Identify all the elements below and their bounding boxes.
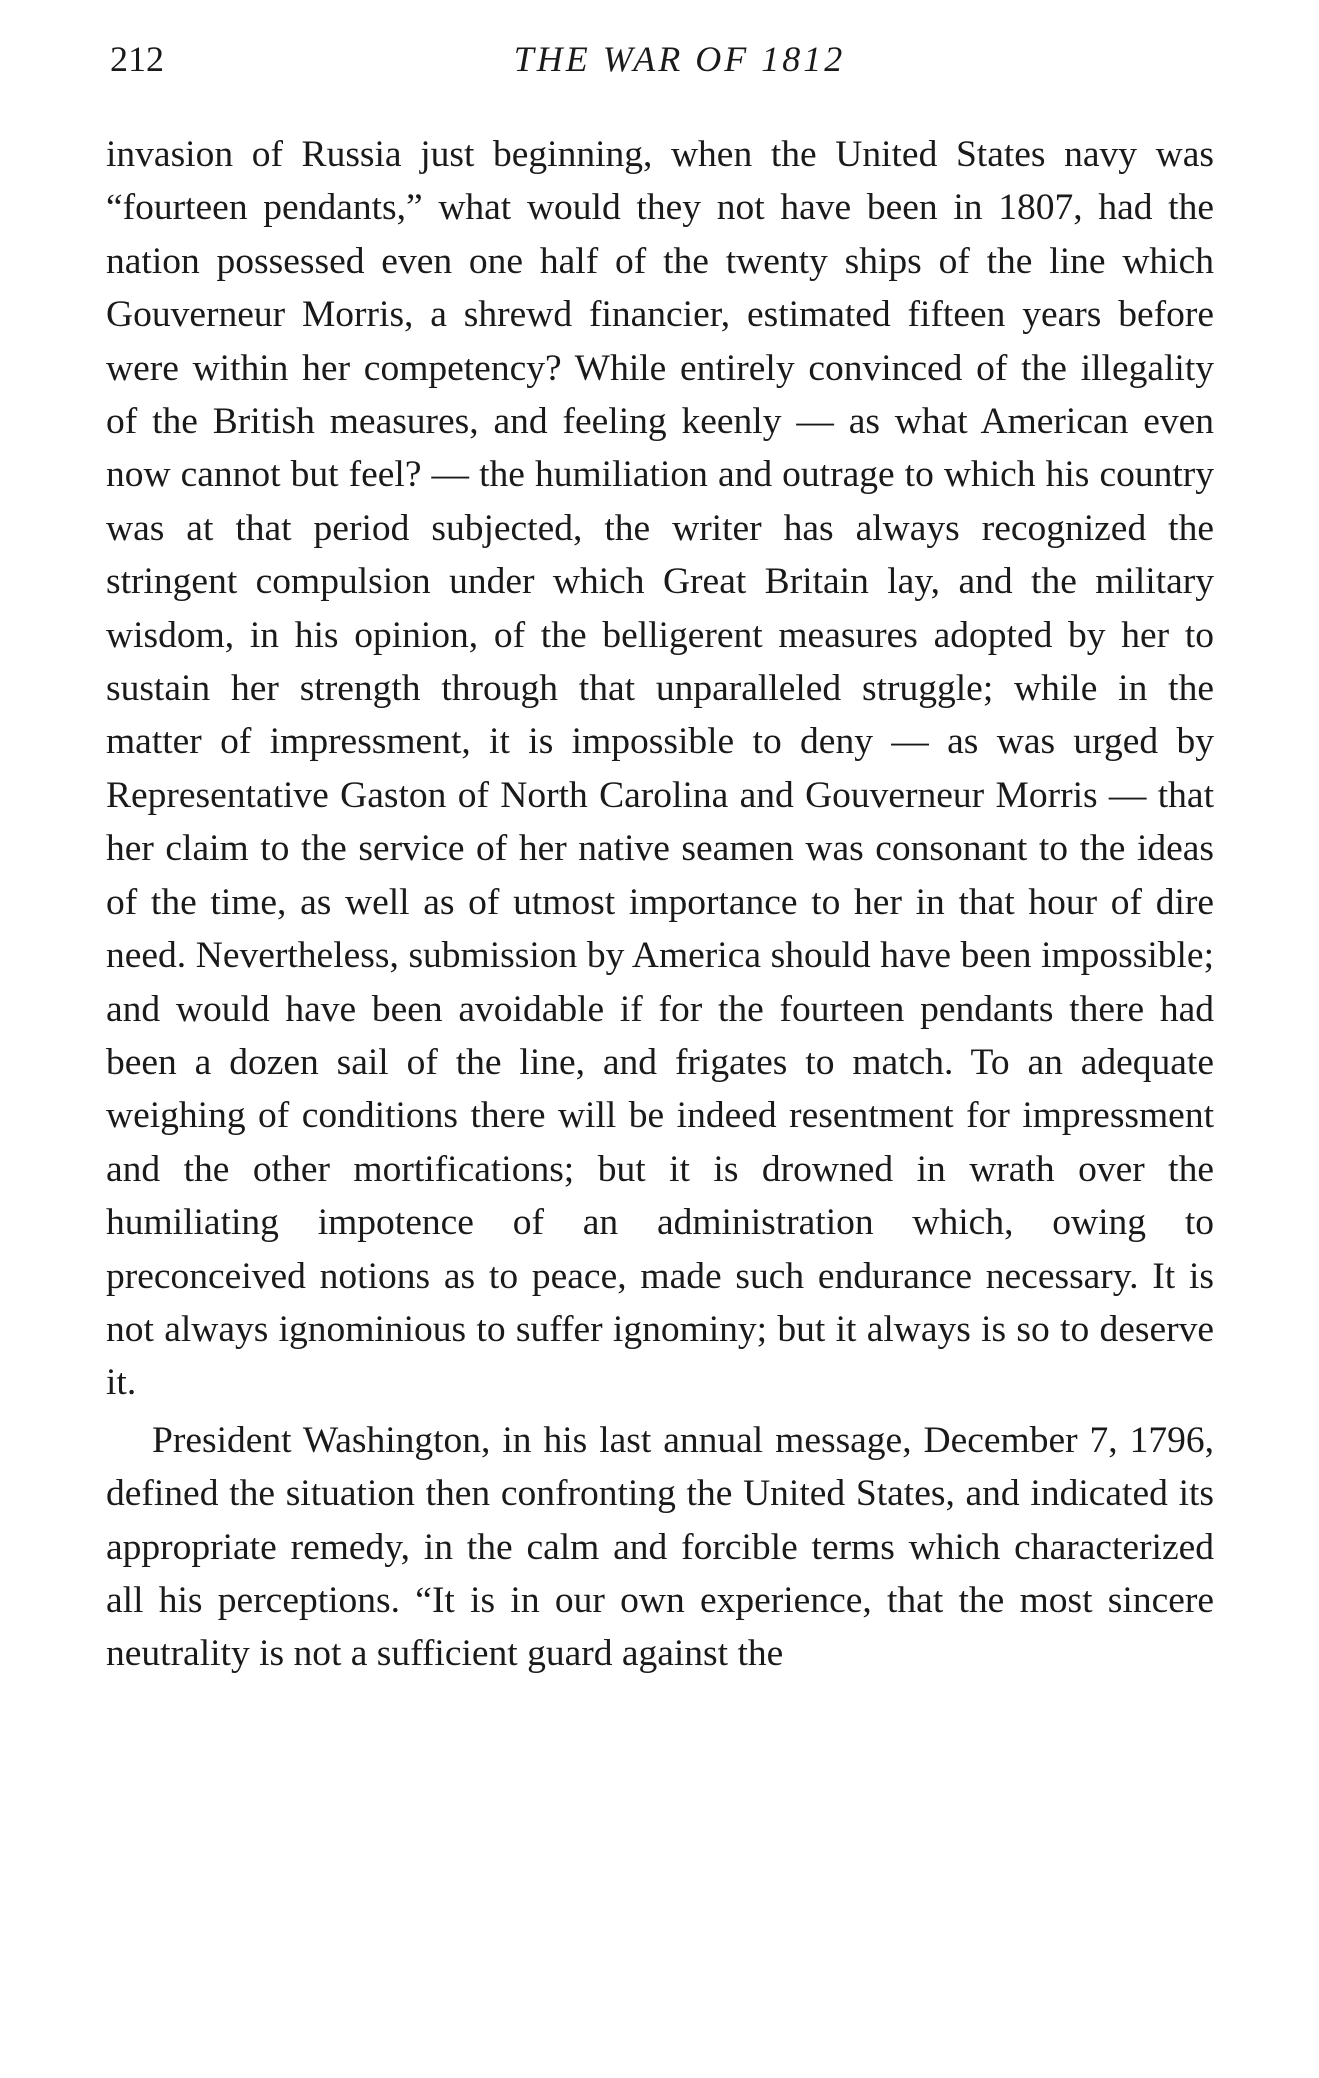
paragraph-continued: invasion of Russia just beginning, when the United States navy was “fourteen pendants,” what would they not have been in 1807, had the nation possessed even one half of the twenty ships of the line which Gouverneur Morris, a shrewd financier, estimated fifteen years before were within her competency? While entirely convinced of the illegality of the British measures, and feeling keenly — as what American even now cannot but feel? — the humiliation and outrage to which his country was at that period subjected, the writer has always recognized the stringent compulsion under which Great Britain lay, and the military wisdom, in his opinion, of the belligerent measures adopted by her to sustain her strength through that unparalleled struggle; while in the matter of impressment, it is impossible to deny — as was urged by Representative Gaston of North Carolina and Gouverneur Morris — that her claim to the service of her native seamen was consonant to the ideas of the time, as well as of utmost importance to her in that hour of dire need. Nevertheless, submission by America should have been impossible; and would have been avoidable if for the fourteen pendants there had been a dozen sail of the line, and frigates to match. To an adequate weighing of conditions there will be indeed resentment for impressment and the other mortifications; but it is drowned in wrath over the humiliating impotence of an administration which, owing to preconceived notions as to peace, made such endurance necessary. It is not always ignominious to suffer ignominy; but it always is so to deserve it. bbox=[106, 134, 1214, 1404]
page-number: 212 bbox=[110, 39, 164, 79]
body-text bbox=[106, 128, 1214, 1681]
running-head bbox=[110, 38, 1209, 98]
paragraph-washington: President Washington, in his last annual message, December 7, 1796, defined the situation then confronting the United States, and indicated its appropriate remedy, in the calm and forcible terms which characterized all his perceptions. “It is in our own experience, that the most sincere neutrality is not a sufficient guard against the bbox=[106, 1419, 1214, 1675]
running-title: THE WAR OF 1812 bbox=[513, 39, 846, 79]
